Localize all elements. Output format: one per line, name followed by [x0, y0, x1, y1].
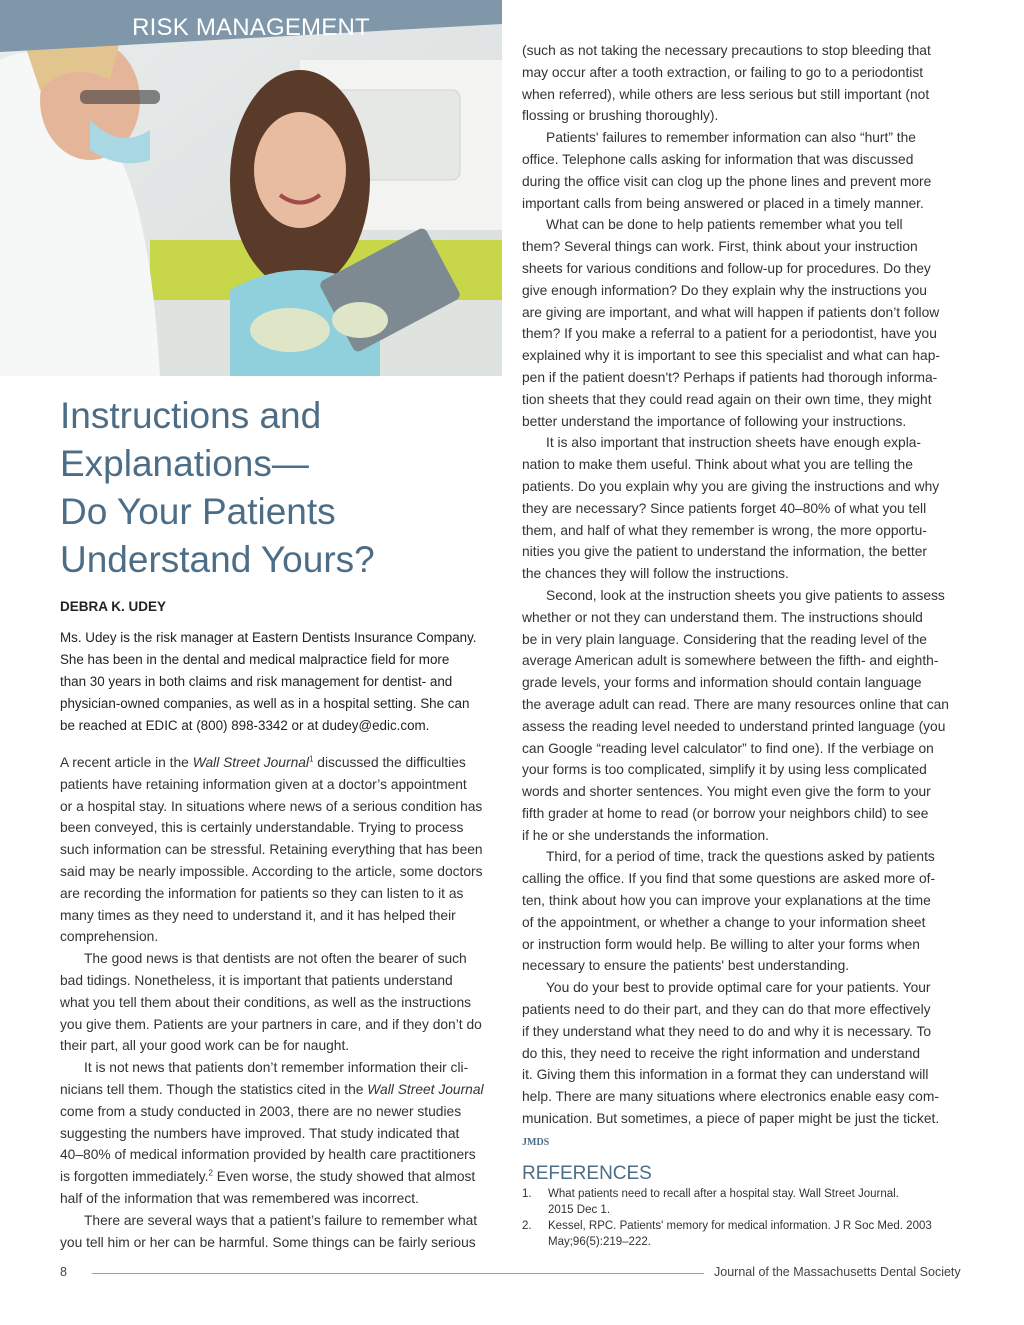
- article-photo: [0, 0, 502, 376]
- body-line: It is not news that patients don’t remember information their cli-: [84, 1060, 469, 1076]
- body-line: assess the reading level needed to understand printed language (you: [522, 718, 946, 734]
- body-line: nicians tell them. Though the statistics cited in the Wall Street Journal: [60, 1081, 484, 1097]
- body-line: are giving are important, and what will happen if patients don’t follow: [522, 304, 940, 320]
- references-heading: REFERENCES: [522, 1163, 652, 1184]
- body-line: important calls from being answered or placed in a timely manner.: [522, 195, 924, 211]
- body-line: There are several ways that a patient’s failure to remember what: [84, 1212, 478, 1228]
- body-line: flossing or brushing thoroughly).: [522, 108, 719, 124]
- body-line: calling the office. If you find that some questions are asked more of-: [522, 871, 936, 887]
- body-line: help. There are many situations where electronics enable easy com-: [522, 1089, 939, 1105]
- body-line: necessary to ensure the patients' best understanding.: [522, 958, 850, 974]
- body-line: is forgotten immediately.$^2$ Even worse, the study showed that almost: [60, 1168, 476, 1185]
- body-line: do this, they need to receive the right information and understand: [522, 1045, 921, 1061]
- bio-line: Ms. Udey is the risk manager at Eastern Dentists Insurance Company.: [60, 630, 477, 645]
- body-line: (such as not taking the necessary precautions to stop bleeding that: [522, 43, 931, 58]
- reference-text: 2015 Dec 1.: [548, 1204, 611, 1216]
- page-number: 8: [60, 1265, 67, 1279]
- body-line: are recording the information for patients so they can listen to it as: [60, 885, 464, 901]
- footnote-ref: 2: [208, 1168, 213, 1178]
- body-line: pen if the patient doesn't? Perhaps if patients had thorough informa-: [522, 369, 938, 385]
- body-line: them? Several things can work. First, think about your instruction: [522, 239, 918, 255]
- body-line: or a hospital stay. In situations where news of a serious condition has: [60, 798, 483, 814]
- body-line: may occur after a tooth extraction, or failing to go to a periodontist: [522, 64, 924, 80]
- title-line: Understand Yours?: [60, 539, 375, 580]
- bio-line: physician-owned companies, as well as in a hospital setting. She can: [60, 696, 470, 711]
- body-line: you tell him or her can be harmful. Some things can be fairly serious: [60, 1234, 476, 1250]
- body-line: explained why it is important to see this specialist and what can hap-: [522, 348, 940, 364]
- article-title: [60, 392, 480, 584]
- reference-number: 2.: [522, 1220, 532, 1232]
- body-line: fifth grader at home to read (or borrow your neighbors child) to see: [522, 805, 929, 821]
- footnote-ref: 1: [309, 754, 314, 764]
- bio-line: be reached at EDIC at (800) 898-3342 or at dudey@edic.com.: [60, 718, 430, 733]
- body-line: What can be done to help patients remember what you tell: [546, 217, 903, 233]
- title-line: Instructions and: [60, 395, 322, 436]
- references-list: [522, 1186, 972, 1250]
- section-banner: [0, 0, 502, 52]
- body-line: munication. But sometimes, a piece of paper might be just the ticket.: [522, 1111, 940, 1127]
- body-line: Second, look at the instruction sheets you give patients to assess: [546, 587, 945, 603]
- author-bio: [60, 627, 500, 737]
- body-line: A recent article in the Wall Street Journal$^1$ discussed the difficulties: [60, 754, 466, 770]
- reference-item: [522, 1186, 972, 1218]
- body-line: grade levels, your forms and information should contain language: [522, 675, 922, 691]
- body-line: bad tidings. Nonetheless, it is important that patients understand: [60, 972, 453, 988]
- body-line: during the office visit can clog up the phone lines and prevent more: [522, 173, 932, 189]
- body-line: it. Giving them this information in a format they can understand will: [522, 1067, 929, 1083]
- author-name: DEBRA K. UDEY: [60, 599, 167, 614]
- footer-divider: [92, 1273, 704, 1274]
- section-label: RISK MANAGEMENT: [132, 14, 370, 41]
- sign-off-mark: JMDS: [522, 1136, 550, 1148]
- body-line: It is also important that instruction sheets have enough expla-: [546, 435, 922, 451]
- body-line: suggesting the numbers have improved. That study indicated that: [60, 1125, 460, 1141]
- bio-line: than 30 years in both claims and risk management for dentist- and: [60, 674, 453, 689]
- body-line: Patients' failures to remember information can also “hurt” the: [546, 130, 916, 146]
- body-line: of the appointment, or whether a change to your information sheet: [522, 914, 926, 930]
- body-line: they are necessary? Since patients forget 40–80% of what you tell: [522, 500, 927, 516]
- body-line: said may be nearly impossible. According to the article, some doctors: [60, 863, 483, 879]
- reference-text: What patients need to recall after a hospital stay. Wall Street Journal.: [548, 1188, 899, 1200]
- body-line: come from a study conducted in 2003, there are no newer studies: [60, 1103, 462, 1119]
- body-line: if he or she understands the information.: [522, 827, 769, 843]
- body-line: office. Telephone calls asking for information that was discussed: [522, 151, 914, 167]
- journal-name: Wall Street Journal: [192, 755, 309, 770]
- body-line: can Google “reading level calculator” to find one). If the verbiage on: [522, 740, 934, 756]
- body-line: You do your best to provide optimal care for your patients. Your: [546, 980, 931, 996]
- body-line: The good news is that dentists are not often the bearer of such: [84, 951, 467, 967]
- journal-name: Wall Street Journal: [367, 1081, 484, 1097]
- body-line: patients need to do their part, and they can do that more effectively: [522, 1002, 931, 1018]
- body-line: the chances they will follow the instructions.: [522, 566, 789, 582]
- journal-title: Journal of the Massachusetts Dental Society: [714, 1265, 961, 1279]
- body-line: be in very plain language. Considering that the reading level of the: [522, 631, 927, 647]
- body-line: sheets for various conditions and follow-up for procedures. Do they: [522, 260, 931, 276]
- title-line: Do Your Patients: [60, 491, 336, 532]
- reference-text: May;96(5):219–222.: [548, 1236, 651, 1248]
- body-line: what you tell them about their conditions, as well as the instructions: [60, 994, 472, 1010]
- body-line: many times as they need to understand it, and it has helped their: [60, 907, 456, 923]
- body-line: nation to make them useful. Think about what you are telling the: [522, 457, 913, 473]
- body-line: comprehension.: [60, 929, 159, 945]
- body-line: 40–80% of medical information provided by health care practitioners: [60, 1147, 476, 1163]
- body-line: been conveyed, this is certainly understandable. Trying to process: [60, 820, 464, 836]
- dental-office-photo-icon: [0, 0, 502, 376]
- body-line: the average adult can read. There are many resources online that can: [522, 696, 949, 712]
- body-line: or instruction form would help. Be willing to alter your forms when: [522, 936, 920, 952]
- body-line: when referred), while others are less serious but still important (not: [522, 86, 930, 102]
- body-column-left: [60, 752, 500, 1253]
- body-line: better understand the importance of following your instructions.: [522, 413, 907, 429]
- body-line: nities you give the patient to understand the information, the better: [522, 544, 927, 560]
- body-line: patients. Do you explain why you are giving the instructions and why: [522, 478, 940, 494]
- body-column-right: [522, 40, 964, 1154]
- body-line: ten, think about how you can improve your explanations at the time: [522, 893, 931, 909]
- body-line: words and shorter sentences. You might even give the form to your: [522, 784, 931, 800]
- reference-number: 1.: [522, 1188, 532, 1200]
- body-line: patients have retaining information given at a doctor’s appointment: [60, 776, 467, 792]
- body-line: them? If you make a referral to a patient for a periodontist, have you: [522, 326, 937, 342]
- body-line: Third, for a period of time, track the questions asked by patients: [546, 849, 935, 865]
- body-line: you give them. Patients are your partners in care, and if they don’t do: [60, 1016, 482, 1032]
- body-line: them, and half of what they remember is wrong, the more opportu-: [522, 522, 927, 538]
- body-line: if they understand what they need to do and why it is necessary. To: [522, 1023, 932, 1039]
- body-line: such information can be stressful. Retaining everything that has been: [60, 842, 483, 858]
- title-line: Explanations—: [60, 443, 309, 484]
- reference-item: [522, 1218, 972, 1250]
- body-line: your forms is too complicated, simplify it by using less complicated: [522, 762, 927, 778]
- body-line: whether or not they can understand them. The instructions should: [522, 609, 923, 625]
- body-line: tion sheets that they could read again on their own time, they might: [522, 391, 932, 407]
- body-line: their part, all your good work can be for naught.: [60, 1038, 350, 1054]
- body-line: half of the information that was remembered was incorrect.: [60, 1190, 419, 1206]
- bio-line: She has been in the dental and medical malpractice field for more: [60, 652, 450, 667]
- body-line: average American adult is somewhere between the fifth- and eighth-: [522, 653, 939, 669]
- body-line: give enough information? Do they explain why the instructions you: [522, 282, 927, 298]
- reference-text: Kessel, RPC. Patients' memory for medical information. J R Soc Med. 2003: [548, 1220, 932, 1232]
